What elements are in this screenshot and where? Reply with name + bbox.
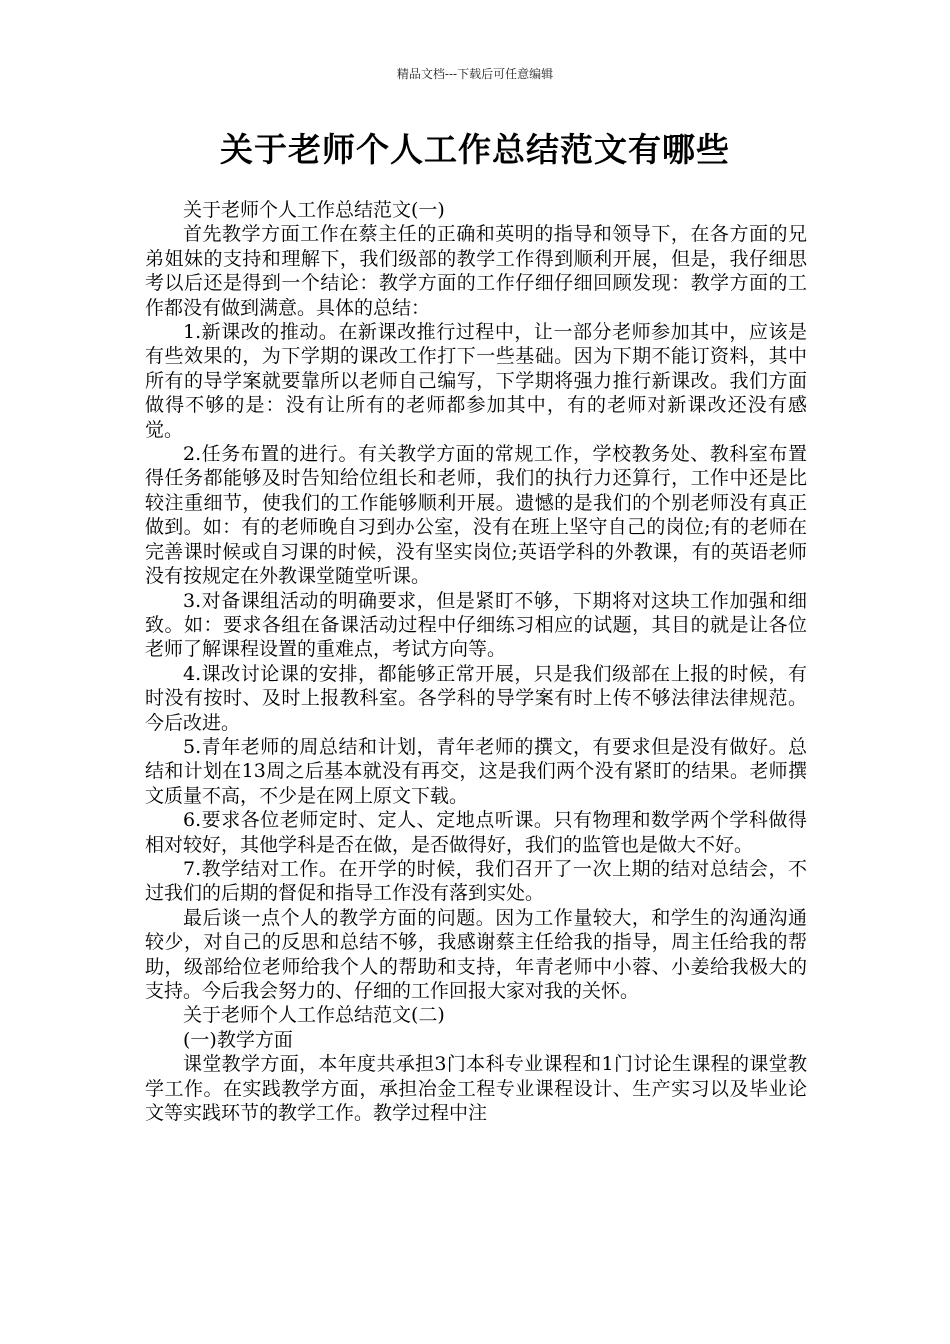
- document-body: [145, 198, 807, 1125]
- paragraph-item-5: 5.青年老师的周总结和计划，青年老师的撰文，有要求但是没有做好。总结和计划在13周之后基本就没有再交，这是我们两个没有紧盯的结果。老师撰文质量不高，不少是在网上原文下载。: [145, 735, 807, 807]
- paragraph-item-2: 2.任务布置的进行。有关教学方面的常规工作，学校教务处、教科室布置得任务都能够及时告知给位组长和老师，我们的执行力还算行，工作中还是比较注重细节，使我们的工作能够顺利开展。遗憾的是我们的个别老师没有真正做到。如：有的老师晚自习到办公室，没有在班上坚守自己的岗位;有的老师在完善课时候或自习课的时候，没有坚实岗位;英语学科的外教课，有的英语老师没有按规定在外教课堂随堂听课。: [145, 443, 807, 588]
- paragraph-teaching: 课堂教学方面，本年度共承担3门本科专业课程和1门讨论生课程的课堂教学工作。在实践教学方面，承担冶金工程专业课程设计、生产实习以及毕业论文等实践环节的教学工作。教学过程中注: [145, 1053, 807, 1125]
- paragraph-closing: 最后谈一点个人的教学方面的问题。因为工作量较大，和学生的沟通沟通较少，对自己的反思和总结不够，我感谢蔡主任给我的指导，周主任给我的帮助，级部给位老师给我个人的帮助和支持，年青老师中小蓉、小姜给我极大的支持。今后我会努力的、仔细的工作回报大家对我的关怀。: [145, 906, 807, 1002]
- section-heading-2: 关于老师个人工作总结范文(二): [183, 1004, 445, 1027]
- paragraph-item-1: 1.新课改的推动。在新课改推行过程中，让一部分老师参加其中，应该是有些效果的，为下学期的课改工作打下一些基础。因为下期不能订资料，其中所有的导学案就要靠所以老师自己编写，下学期将强力推行新课改。我们方面做得不够的是：没有让所有的老师都参加其中，有的老师对新课改还没有感觉。: [145, 321, 807, 441]
- paragraph-item-6: 6.要求各位老师定时、定人、定地点听课。只有物理和数学两个学科做得相对较好，其他学科是否在做，是否做得好，我们的监管也是做大不好。: [145, 809, 807, 856]
- paragraph-item-3: 3.对备课组活动的明确要求，但是紧盯不够，下期将对这块工作加强和细致。如：要求各组在备课活动过程中仔细练习相应的试题，其目的就是让各位老师了解课程设置的重难点，考试方向等。: [145, 589, 807, 661]
- header-note: 精品文档---下载后可任意编辑: [396, 67, 554, 81]
- section-heading-1: 关于老师个人工作总结范文(一): [183, 199, 445, 221]
- paragraph-item-7: 7.教学结对工作。在开学的时候，我们召开了一次上期的结对总结会，不过我们的后期的督促和指导工作没有落到实处。: [145, 857, 807, 905]
- paragraph-intro: 首先教学方面工作在蔡主任的正确和英明的指导和领导下，在各方面的兄弟姐妹的支持和理解下，我们级部的教学工作得到顺利开展，但是，我仔细思考以后还是得到一个结论：教学方面的工作仔细仔细回顾发现：教学方面的工作都没有做到满意。具体的总结：: [145, 223, 807, 319]
- subsection-heading: (一)教学方面: [183, 1028, 293, 1051]
- paragraph-item-4: 4.课改讨论课的安排，都能够正常开展，只是我们级部在上报的时候，有时没有按时、及时上报教科室。各学科的导学案有时上传不够法律法律规范。今后改进。: [145, 662, 807, 734]
- document-title: 关于老师个人工作总结范文有哪些: [220, 130, 730, 169]
